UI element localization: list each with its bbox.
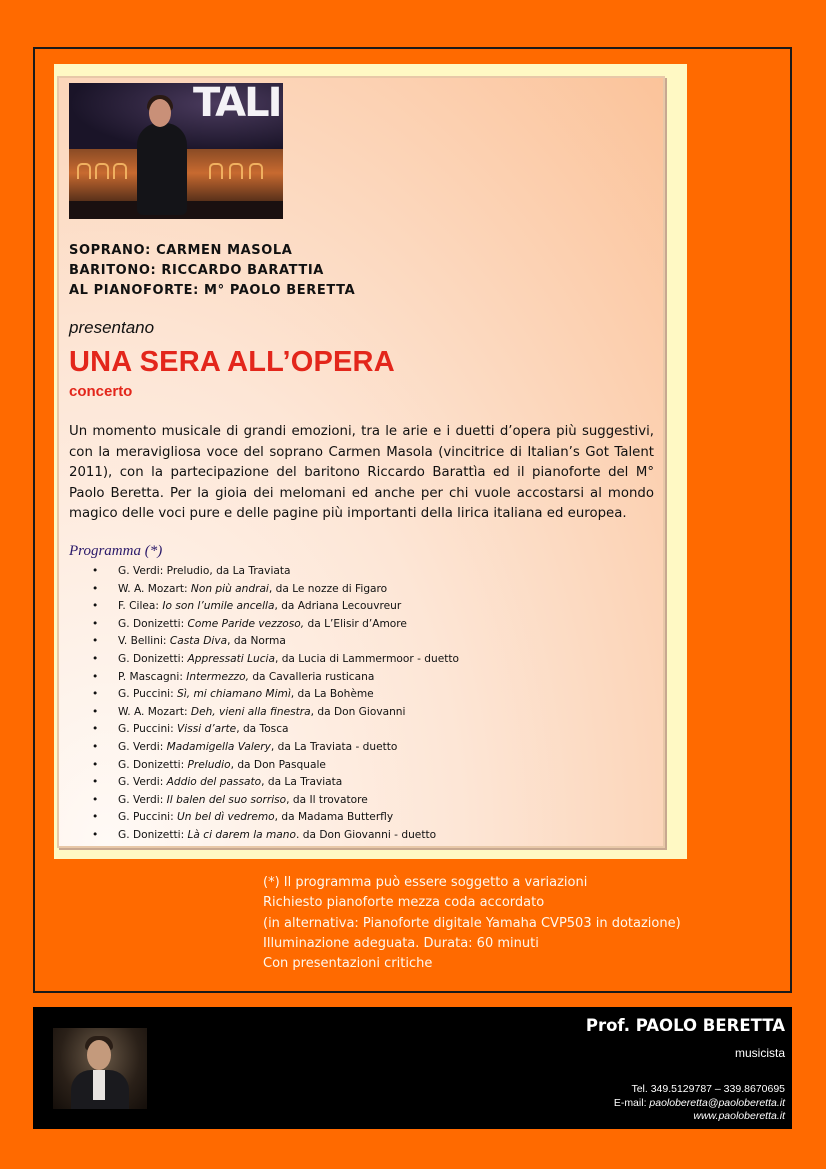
talent-show-logo: TALI (193, 83, 281, 126)
bullet-icon: • (92, 582, 99, 595)
programme-composer: G. Verdi: (118, 793, 167, 806)
concert-subtitle: concerto (69, 383, 133, 400)
portrait-shirt (93, 1070, 105, 1100)
musician-portrait (53, 1028, 147, 1109)
bullet-icon: • (92, 811, 99, 824)
programme-item (92, 739, 459, 757)
presentano-text: presentano (69, 318, 155, 337)
programme-item (92, 581, 459, 599)
performer-credits (69, 241, 355, 301)
colosseum-arch (113, 163, 127, 179)
programme-source: , da Le nozze di Figaro (268, 582, 388, 595)
programme-source: , da Don Pasquale (230, 758, 326, 771)
bullet-icon: • (92, 688, 99, 701)
footer-email-link[interactable]: paoloberetta@paoloberetta.it (649, 1096, 785, 1109)
programme-composer: G. Verdi: (118, 565, 167, 577)
note-line: (*) Il programma può essere soggetto a variazioni (263, 875, 588, 890)
bullet-icon: • (92, 776, 99, 789)
programme-source: , da La Traviata - duetto (270, 740, 398, 753)
programme-composer: F. Cilea: (118, 600, 163, 613)
programme-source: , da La Traviata (209, 565, 291, 577)
programme-item (92, 757, 459, 775)
bullet-icon: • (92, 565, 99, 577)
programme-composer: V. Bellini: (118, 635, 170, 648)
programme-composer: G. Donizetti: (118, 758, 188, 771)
concert-description: Un momento musicale di grandi emozioni, tra le arie e i duetti d’opera più suggestivi, con la meravigliosa voce del soprano Carmen Masola (vincitrice di Italian’s Got Talent 2011), con la partecipazione del baritono Riccardo Barattìa ed il pianoforte del M° Paolo Beretta. Per la gioia dei melomani ed anche per chi vuole accostarsi al mondo magico delle voci pure e delle pagine più importanti della lirica italiana ed europea. (69, 424, 654, 521)
programme-source: . da Don Giovanni - duetto (296, 828, 437, 841)
programme-item (92, 686, 459, 704)
programme-source: , da Don Giovanni (310, 705, 406, 718)
note-line: Richiesto pianoforte mezza coda accordato (263, 895, 545, 911)
programme-piece: Il balen del suo sorriso (166, 793, 287, 806)
programme-composer: G. Donizetti: (118, 652, 188, 665)
programme-item (92, 827, 459, 845)
programme-composer: G. Donizetti: (118, 828, 188, 841)
programme-item (92, 669, 459, 687)
programme-item (92, 792, 459, 810)
programme-item (92, 651, 459, 669)
footer-role: musicista (734, 1046, 785, 1060)
programme-item (92, 704, 459, 722)
programme-source: , da Il trovatore (286, 793, 368, 806)
programme-piece: Madamigella Valery (166, 740, 271, 753)
footer-website-line (614, 1110, 785, 1124)
singer-figure (137, 123, 187, 215)
programme-piece: Come Paride vezzoso, (187, 617, 305, 630)
programme-list (92, 563, 459, 845)
note-line: Con presentazioni critiche (263, 956, 433, 972)
programme-composer: G. Verdi: (118, 740, 167, 753)
programme-composer: G. Puccini: (118, 688, 178, 701)
programme-piece: Appressati Lucia (187, 652, 275, 665)
programme-item (92, 774, 459, 792)
bullet-icon: • (92, 635, 99, 648)
programme-source: , da Tosca (236, 723, 289, 736)
programme-composer: G. Puccini: (118, 811, 178, 824)
programme-piece: Intermezzo, (186, 670, 249, 683)
programme-piece: Sì, mi chiamano Mimì (177, 688, 291, 701)
programme-item (92, 809, 459, 827)
colosseum-arch (95, 163, 109, 179)
credit-soprano: SOPRANO: CARMEN MASOLA (69, 243, 293, 258)
programme-piece: Non più andrai (190, 582, 269, 595)
portrait-face (87, 1040, 111, 1070)
programme-source: , da Norma (227, 635, 286, 648)
programme-piece: Là ci darem la mano (187, 828, 296, 841)
programme-item (92, 563, 459, 581)
colosseum-arch (209, 163, 223, 179)
programme-composer: P. Mascagni: (118, 670, 187, 683)
footer-contact (614, 1083, 785, 1124)
programme-source: da Cavalleria rusticana (248, 670, 375, 683)
bullet-icon: • (92, 793, 99, 806)
programme-source: , da La Traviata (261, 776, 343, 789)
programme-source: , da Madama Butterfly (274, 811, 394, 824)
footer-phone: Tel. 349.5129787 – 339.8670695 (631, 1083, 785, 1095)
programme-composer: G. Donizetti: (118, 617, 188, 630)
footer-name: Prof. PAOLO BERETTA (585, 1016, 785, 1035)
programme-heading: Programma (*) (69, 543, 163, 559)
programme-item (92, 616, 459, 634)
singer-head (149, 99, 171, 127)
programme-piece: Io son l’umile ancella (162, 600, 275, 613)
programme-piece: Casta Diva (169, 635, 228, 648)
bullet-icon: • (92, 600, 99, 613)
colosseum-arch (77, 163, 91, 179)
programme-item (92, 598, 459, 616)
bullet-icon: • (92, 758, 99, 771)
programme-piece: Vissi d’arte (177, 723, 237, 736)
credit-baritone: BARITONO: RICCARDO BARATTIA (69, 263, 324, 278)
programme-piece: Preludio (187, 758, 231, 771)
programme-piece: Un bel dì vedremo (177, 811, 275, 824)
programme-piece: Addio del passato (166, 776, 262, 789)
footer-email-line (614, 1097, 785, 1111)
programme-item (92, 721, 459, 739)
bullet-icon: • (92, 828, 99, 841)
concert-title: UNA SERA ALL’OPERA (69, 346, 395, 378)
programme-source: , da Lucia di Lammermoor - duetto (274, 652, 460, 665)
colosseum-arch (249, 163, 263, 179)
bullet-icon: • (92, 652, 99, 665)
colosseum-arch (229, 163, 243, 179)
programme-item (92, 633, 459, 651)
note-line: Illuminazione adeguata. Durata: 60 minuti (263, 935, 539, 951)
bullet-icon: • (92, 617, 99, 630)
programme-piece: Preludio (166, 565, 210, 577)
credit-pianist: AL PIANOFORTE: M° PAOLO BERETTA (69, 283, 356, 298)
bullet-icon: • (92, 670, 99, 683)
bullet-icon: • (92, 723, 99, 736)
programme-composer: G. Puccini: (118, 723, 178, 736)
programme-source: , da La Bohème (290, 688, 374, 701)
singer-photo (69, 83, 283, 219)
bullet-icon: • (92, 705, 99, 718)
programme-composer: W. A. Mozart: (118, 582, 191, 595)
programme-composer: G. Verdi: (118, 776, 167, 789)
programme-composer: W. A. Mozart: (118, 705, 191, 718)
programme-source: da L’Elisir d’Amore (304, 617, 407, 630)
programme-source: , da Adriana Lecouvreur (274, 600, 402, 613)
programme-notes (263, 873, 681, 974)
note-line: (in alternativa: Pianoforte digitale Yamaha CVP503 in dotazione) (263, 915, 681, 931)
programme-piece: Deh, vieni alla finestra (190, 705, 311, 718)
footer-website-link[interactable]: www.paoloberetta.it (693, 1110, 785, 1122)
footer-email-label: E-mail: (613, 1096, 650, 1109)
bullet-icon: • (92, 740, 99, 753)
